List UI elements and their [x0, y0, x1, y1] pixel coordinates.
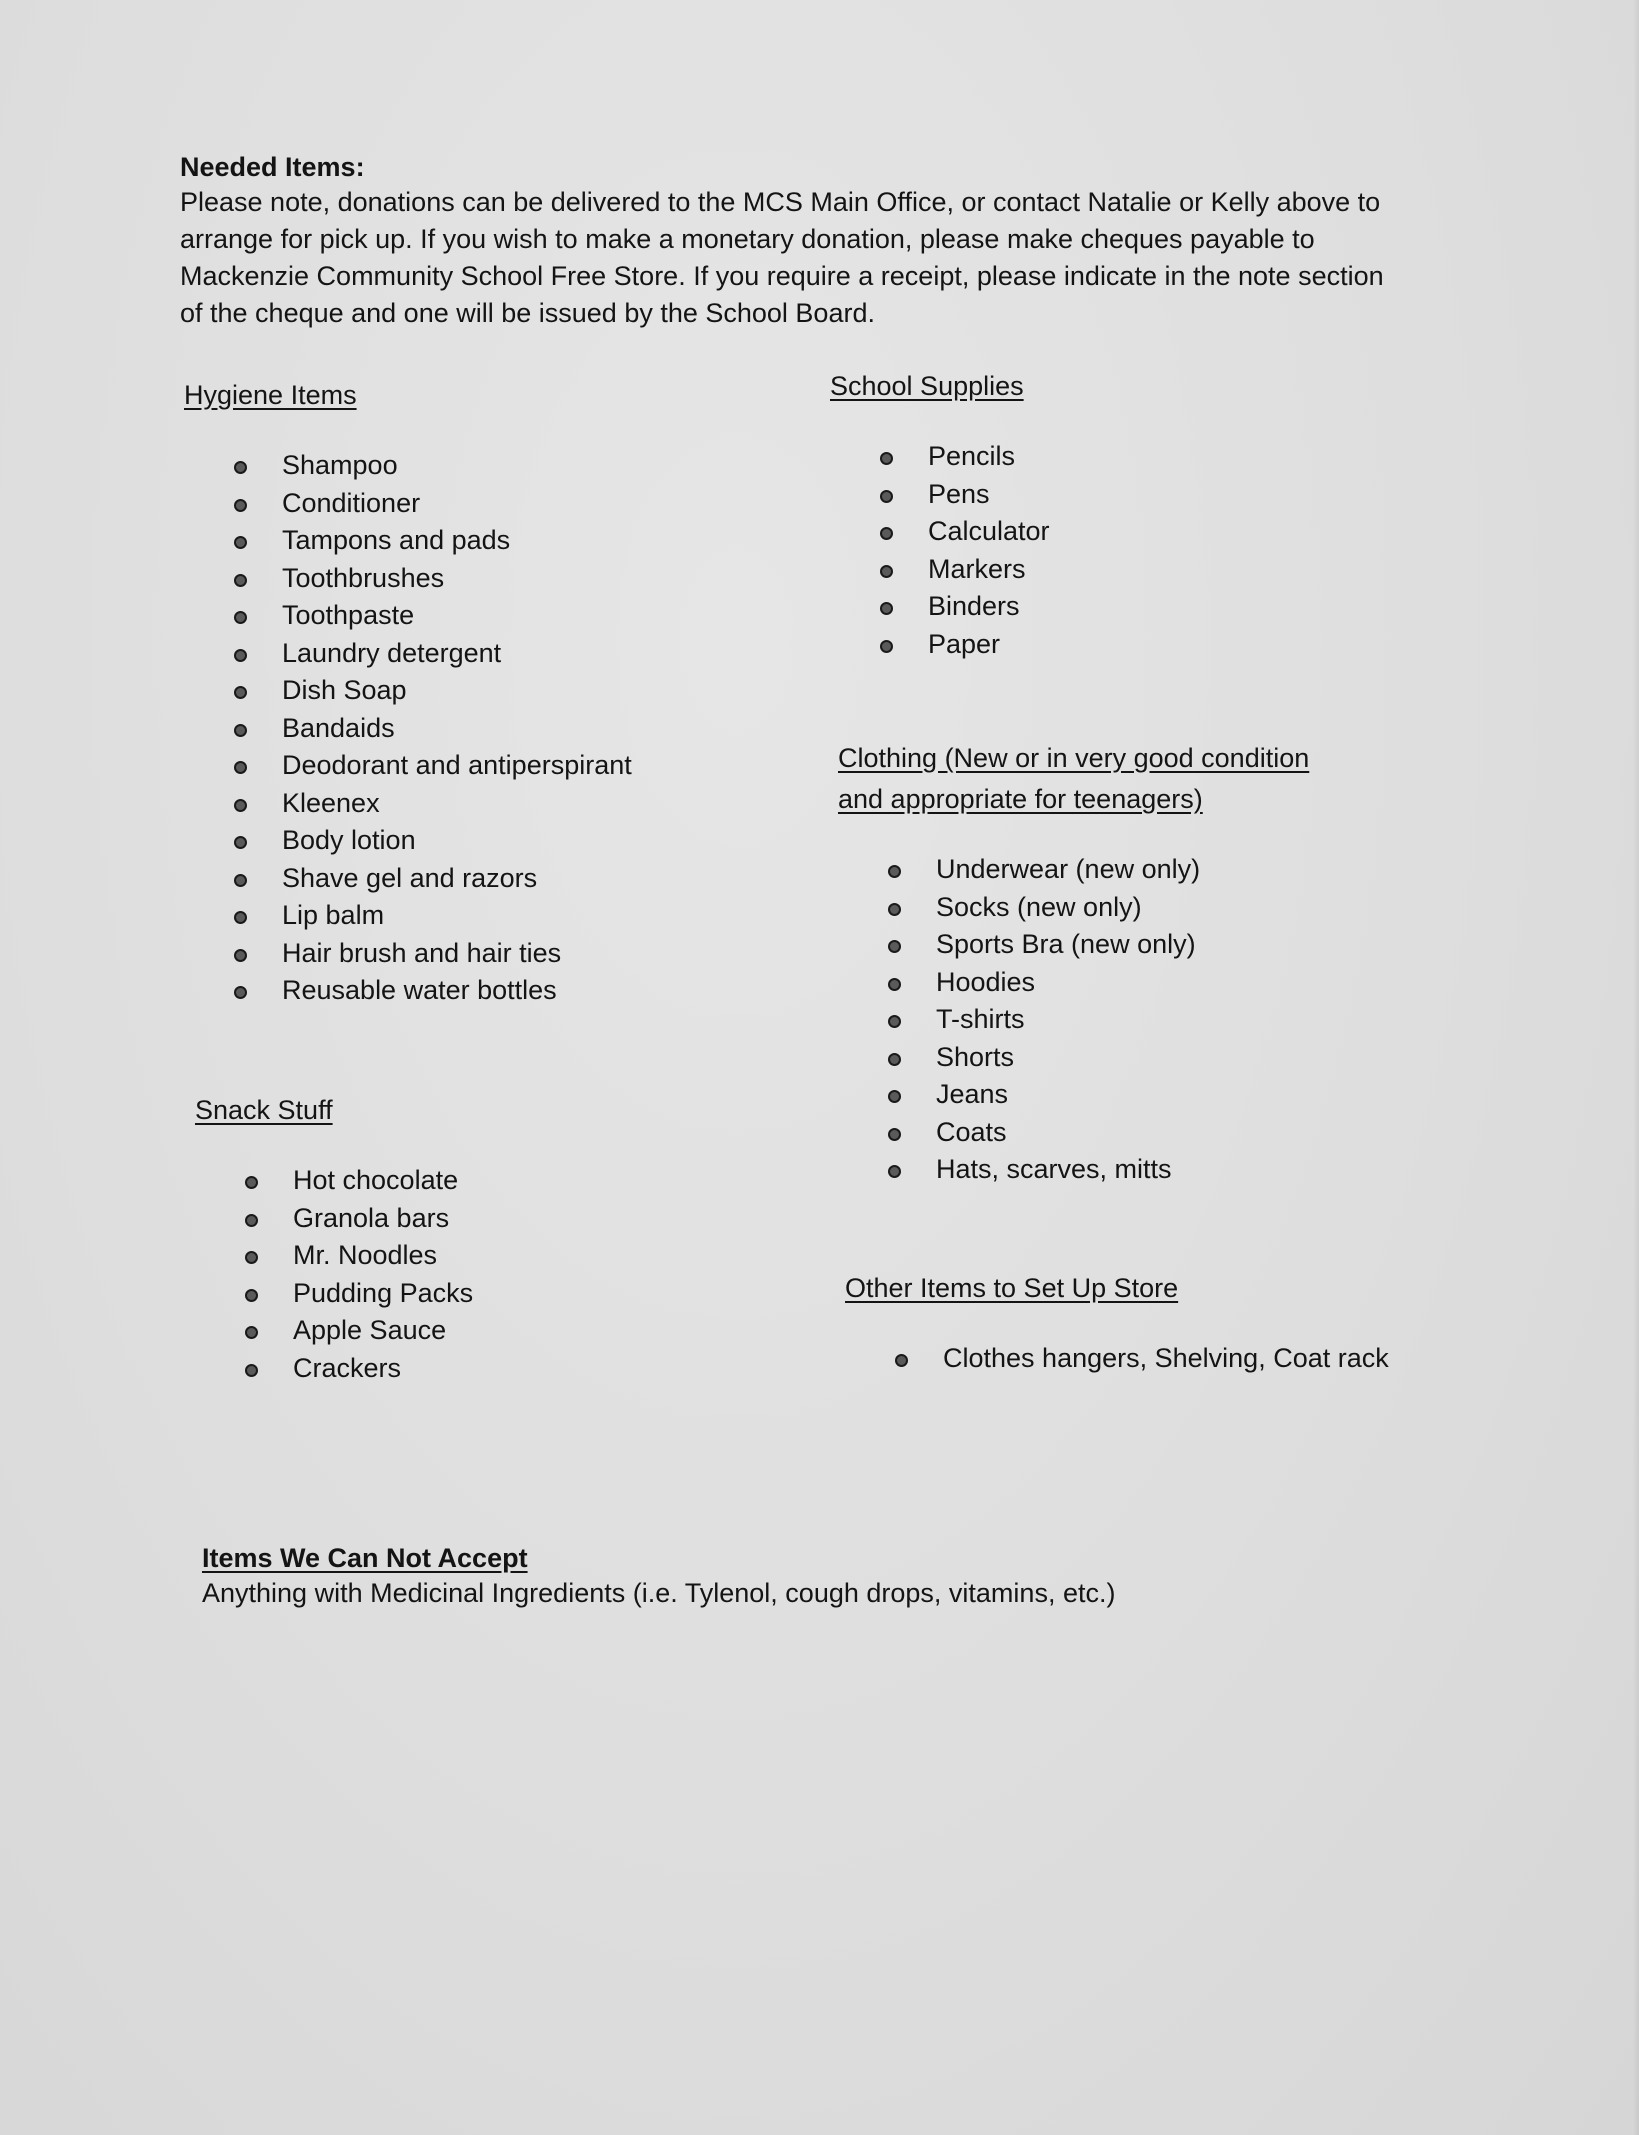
list-item-label: Socks (new only) — [936, 891, 1142, 922]
list-item — [234, 860, 632, 898]
list-item — [234, 560, 632, 598]
scan-edge-shadow — [1633, 0, 1639, 2135]
list-item-label: T-shirts — [936, 1004, 1025, 1034]
list-item-label: Pens — [928, 478, 990, 509]
list-item-label: Jeans — [936, 1079, 1009, 1109]
clothing-title-line2: and appropriate for teenagers) — [838, 784, 1203, 814]
list-item — [880, 476, 1050, 514]
bullet-icon — [888, 865, 901, 878]
not-accept-text: Anything with Medicinal Ingredients (i.e. Tylenol, cough drops, vitamins, etc.) — [202, 1578, 1116, 1608]
bullet-icon — [888, 1015, 901, 1028]
list-item-label: Shave gel and razors — [282, 862, 538, 893]
list-item-label: Toothpaste — [282, 600, 415, 630]
list-item-label: Shorts — [936, 1041, 1015, 1072]
list-item — [234, 485, 632, 523]
list-item — [234, 822, 632, 860]
bullet-icon — [234, 574, 247, 587]
bullet-icon — [245, 1176, 258, 1189]
bullet-icon — [888, 1165, 901, 1178]
list-item — [888, 1076, 1309, 1114]
bullet-icon — [245, 1214, 258, 1227]
list-item — [880, 551, 1050, 589]
list-item-label: Apple Sauce — [293, 1315, 447, 1345]
list-item — [888, 851, 1309, 889]
bullet-icon — [245, 1364, 258, 1377]
bullet-icon — [234, 499, 247, 512]
list-item — [234, 597, 632, 635]
bullet-icon — [234, 874, 247, 887]
clothing-section — [838, 738, 1309, 1189]
list-item — [888, 926, 1309, 964]
list-item — [245, 1312, 473, 1350]
needed-items-section — [180, 150, 1410, 332]
bullet-icon — [234, 724, 247, 737]
list-item — [234, 747, 632, 785]
list-item-label: Mr. Noodles — [293, 1240, 438, 1270]
list-item — [245, 1162, 473, 1200]
needed-items-intro: Please note, donations can be delivered to the MCS Main Office, or contact Natalie or Kelly above to arrange for pick up. If you wish to make a monetary donation, please make cheques payable to Mackenzie Community School Free Store. If you require a receipt, please indicate in the note section of the cheque and one will be issued by the School Board. — [180, 187, 1384, 328]
bullet-icon — [234, 949, 247, 962]
bullet-icon — [234, 536, 247, 549]
list-item — [234, 897, 632, 935]
list-item-label: Pudding Packs — [293, 1277, 474, 1308]
list-item-label: Kleenex — [282, 787, 380, 818]
list-item-label: Reusable water bottles — [282, 975, 557, 1005]
bullet-icon — [234, 686, 247, 699]
not-accept-section — [202, 1541, 1115, 1612]
hygiene-title: Hygiene Items — [184, 380, 357, 410]
snack-section — [195, 1090, 473, 1387]
bullet-icon — [888, 978, 901, 991]
list-item — [245, 1350, 473, 1388]
list-item — [234, 447, 632, 485]
school-supplies-list — [880, 438, 1050, 663]
list-item — [234, 672, 632, 710]
bullet-icon — [245, 1289, 258, 1302]
list-item — [880, 438, 1050, 476]
list-item-label: Hair brush and hair ties — [282, 937, 562, 968]
other-items-list — [895, 1340, 1389, 1378]
list-item-label: Hot chocolate — [293, 1165, 459, 1195]
list-item-label: Tampons and pads — [282, 525, 511, 555]
list-item — [234, 522, 632, 560]
bullet-icon — [234, 911, 247, 924]
list-item-label: Paper — [928, 628, 1001, 659]
list-item — [880, 513, 1050, 551]
list-item — [880, 588, 1050, 626]
bullet-icon — [234, 986, 247, 999]
bullet-icon — [880, 490, 893, 503]
list-item — [245, 1237, 473, 1275]
bullet-icon — [234, 761, 247, 774]
list-item-label: Shampoo — [282, 450, 398, 480]
list-item-label: Hats, scarves, mitts — [936, 1154, 1172, 1184]
bullet-icon — [234, 799, 247, 812]
list-item-label: Sports Bra (new only) — [936, 929, 1196, 959]
list-item-label: Deodorant and antiperspirant — [282, 750, 632, 780]
bullet-icon — [880, 565, 893, 578]
list-item-label: Binders — [928, 591, 1020, 621]
bullet-icon — [888, 903, 901, 916]
list-item-label: Underwear (new only) — [936, 854, 1201, 884]
list-item — [234, 972, 632, 1010]
list-item-label: Clothes hangers, Shelving, Coat rack — [943, 1343, 1389, 1373]
list-item-label: Body lotion — [282, 825, 416, 855]
list-item — [234, 710, 632, 748]
bullet-icon — [245, 1251, 258, 1264]
bullet-icon — [234, 611, 247, 624]
school-supplies-section — [830, 366, 1050, 663]
list-item — [888, 964, 1309, 1002]
list-item-label: Dish Soap — [282, 675, 407, 705]
list-item-label: Coats — [936, 1116, 1007, 1147]
bullet-icon — [880, 527, 893, 540]
clothing-title-line1: Clothing (New or in very good condition — [838, 743, 1310, 773]
list-item — [234, 635, 632, 673]
not-accept-title: Items We Can Not Accept — [202, 1543, 528, 1573]
bullet-icon — [895, 1354, 908, 1367]
bullet-icon — [888, 1128, 901, 1141]
list-item-label: Conditioner — [282, 487, 421, 518]
list-item — [888, 1114, 1309, 1152]
list-item — [234, 935, 632, 973]
school-supplies-title: School Supplies — [830, 371, 1024, 401]
list-item-label: Laundry detergent — [282, 637, 502, 668]
needed-items-title: Needed Items: — [180, 152, 365, 182]
bullet-icon — [245, 1326, 258, 1339]
list-item-label: Calculator — [928, 516, 1050, 546]
list-item-label: Hoodies — [936, 966, 1036, 997]
list-item-label: Pencils — [928, 441, 1016, 471]
bullet-icon — [234, 461, 247, 474]
bullet-icon — [888, 1053, 901, 1066]
bullet-icon — [880, 640, 893, 653]
other-items-title: Other Items to Set Up Store — [845, 1273, 1179, 1303]
list-item — [888, 1039, 1309, 1077]
list-item — [234, 785, 632, 823]
other-items-section — [845, 1268, 1389, 1378]
list-item-label: Bandaids — [282, 712, 395, 743]
hygiene-list — [234, 447, 632, 1010]
bullet-icon — [880, 602, 893, 615]
snack-title: Snack Stuff — [195, 1095, 333, 1125]
list-item — [880, 626, 1050, 664]
hygiene-section — [184, 375, 632, 1010]
list-item — [245, 1275, 473, 1313]
bullet-icon — [234, 836, 247, 849]
list-item-label: Toothbrushes — [282, 562, 445, 593]
list-item-label: Crackers — [293, 1352, 402, 1383]
list-item — [245, 1200, 473, 1238]
list-item — [888, 1151, 1309, 1189]
bullet-icon — [888, 1090, 901, 1103]
list-item — [888, 1001, 1309, 1039]
list-item — [888, 889, 1309, 927]
list-item-label: Markers — [928, 553, 1026, 584]
list-item — [895, 1340, 1389, 1378]
bullet-icon — [888, 940, 901, 953]
list-item-label: Lip balm — [282, 900, 385, 930]
bullet-icon — [880, 452, 893, 465]
list-item-label: Granola bars — [293, 1202, 450, 1233]
bullet-icon — [234, 649, 247, 662]
clothing-list — [888, 851, 1309, 1189]
snack-list — [245, 1162, 473, 1387]
